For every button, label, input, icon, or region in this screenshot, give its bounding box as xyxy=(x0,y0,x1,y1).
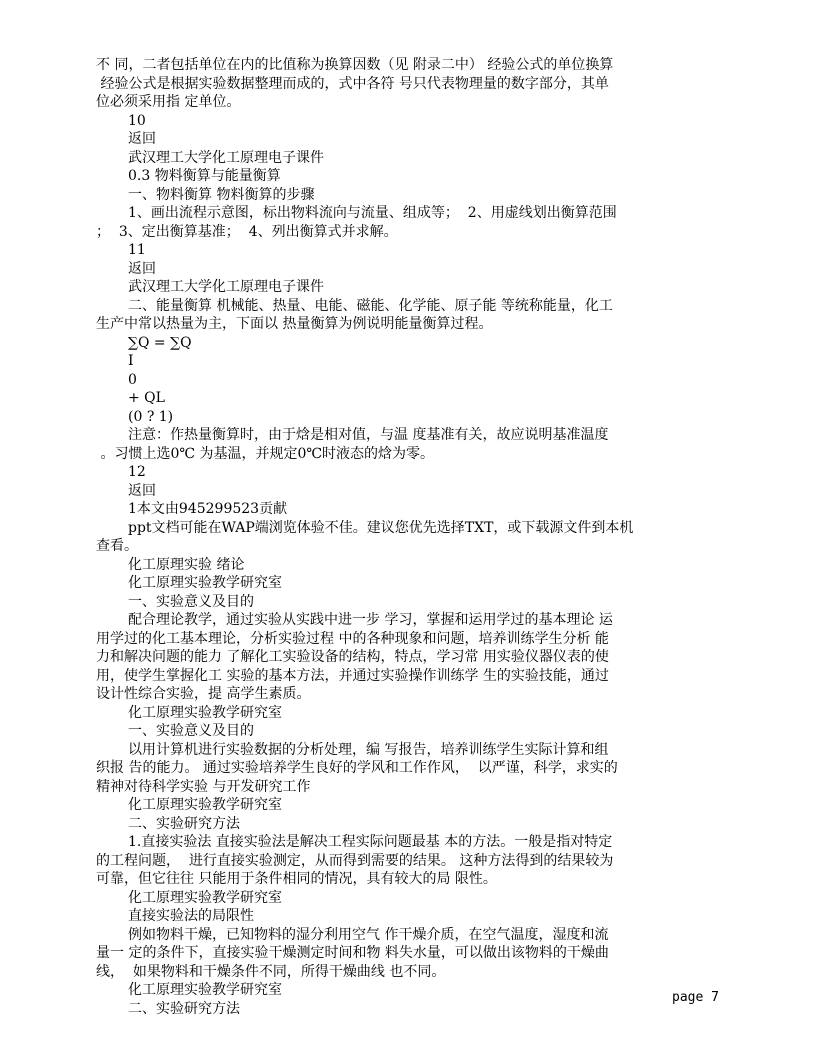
text-line: 化工原理实验教学研究室 xyxy=(128,982,282,998)
text-line: 二、实验研究方法 xyxy=(128,1000,240,1017)
text-line: 化工原理实验教学研究室 xyxy=(128,797,282,813)
text-line: 位必须采用指 定单位。 xyxy=(96,94,241,110)
text-line: 用，使学生掌握化工 实验的基本方法，并通过实验操作训练学 生的实验技能，通过 xyxy=(96,667,609,684)
text-line: 返回 xyxy=(128,260,156,277)
text-line: ； 3、定出衡算基准； 4、列出衡算式并求解。 xyxy=(96,223,398,240)
text-line: 可靠，但它往往 只能用于条件相同的情况，具有较大的局 限性。 xyxy=(96,871,497,887)
text-line: 0 xyxy=(128,371,137,388)
text-line: 例如物料干燥，已知物料的湿分利用空气 作干燥介质，在空气温度，湿度和流 xyxy=(128,926,609,943)
text-line: 一、实验意义及目的 xyxy=(128,593,254,610)
document-body xyxy=(96,56,696,1018)
text-line: 精神对待科学实验 与开发研究工作 xyxy=(96,778,311,795)
text-line: 0.3 物料衡算与能量衡算 xyxy=(128,168,281,184)
text-line: 武汉理工大学化工原理电子课件 xyxy=(128,149,324,166)
text-line: 注意：作热量衡算时，由于焓是相对值，与温 度基准有关，故应说明基准温度 xyxy=(128,427,609,443)
text-line: 不 同，二者包括单位在内的比值称为换算因数（见 附录二中） 经验公式的单位换算 xyxy=(96,57,614,73)
text-line: 化工原理实验教学研究室 xyxy=(128,704,282,721)
text-line: 以用计算机进行实验数据的分析处理，编 写报告，培养训练学生实际计算和组 xyxy=(128,741,609,758)
page-number: page 7 xyxy=(672,990,719,1005)
text-line: 返回 xyxy=(128,482,156,499)
text-line: 生产中常以热量为主，下面以 热量衡算为例说明能量衡算过程。 xyxy=(96,316,493,332)
text-line: 化工原理实验教学研究室 xyxy=(128,889,282,906)
text-line: ∑Q = ∑Q xyxy=(128,334,192,351)
text-line: 一、物料衡算 物料衡算的步骤 xyxy=(128,186,315,203)
text-line: + QL xyxy=(128,390,165,406)
text-line: 的工程问题， 进行直接实验测定，从而得到需要的结果。 这种方法得到的结果较为 xyxy=(96,852,614,869)
text-line: 设计性综合实验，提 高学生素质。 xyxy=(96,686,311,702)
text-line: 查看。 xyxy=(96,538,138,554)
text-line: 一、实验意义及目的 xyxy=(128,723,254,739)
text-line: 1本文由945299523贡献 xyxy=(128,501,288,517)
text-line: 12 xyxy=(128,464,146,480)
text-line: 11 xyxy=(128,242,146,258)
text-line: ppt文档可能在WAP端浏览体验不佳。建议您优先选择TXT，或下载源文件到本机 xyxy=(128,519,634,536)
text-line: 1.直接实验法 直接实验法是解决工程实际问题最基 本的方法。一般是指对特定 xyxy=(128,834,613,850)
text-line: I xyxy=(128,353,134,369)
text-line: 二、能量衡算 机械能、热量、电能、磁能、化学能、原子能 等统称能量，化工 xyxy=(128,297,613,314)
text-line: 织报 告的能力。 通过实验培养学生良好的学风和工作作风， 以严谨，科学，求实的 xyxy=(96,760,618,776)
text-line: 二、实验研究方法 xyxy=(128,815,240,832)
text-line: 10 xyxy=(128,112,146,129)
text-line: (0 ? 1) xyxy=(128,408,174,425)
text-line: 力和解决问题的能力 了解化工实验设备的结构，特点，学习常 用实验仪器仪表的使 xyxy=(96,649,609,665)
text-line: 化工原理实验教学研究室 xyxy=(128,575,282,591)
text-line: 。习惯上选0℃ 为基温，并规定0℃时液态的焓为零。 xyxy=(96,445,435,462)
text-line: 配合理论教学，通过实验从实践中进一步 学习，掌握和运用学过的基本理论 运 xyxy=(128,612,613,628)
text-line: 武汉理工大学化工原理电子课件 xyxy=(128,279,324,295)
text-line: 线， 如果物料和干燥条件不同，所得干燥曲线 也不同。 xyxy=(96,963,446,980)
text-line: 返回 xyxy=(128,131,156,147)
text-line: 1、画出流程示意图，标出物料流向与流量、组成等； 2、用虚线划出衡算范围 xyxy=(128,205,617,221)
text-line: 用学过的化工基本理论，分析实验过程 中的各种现象和问题，培养训练学生分析 能 xyxy=(96,630,609,647)
text-line: 经验公式是根据实验数据整理而成的，式中各符 号只代表物理量的数字部分，其单 xyxy=(96,75,609,92)
text-line: 直接实验法的局限性 xyxy=(128,908,254,924)
text-line: 化工原理实验 绪论 xyxy=(128,556,245,573)
text-line: 量一 定的条件下，直接实验干燥测定时间和物 料失水量，可以做出该物料的干燥曲 xyxy=(96,945,609,961)
